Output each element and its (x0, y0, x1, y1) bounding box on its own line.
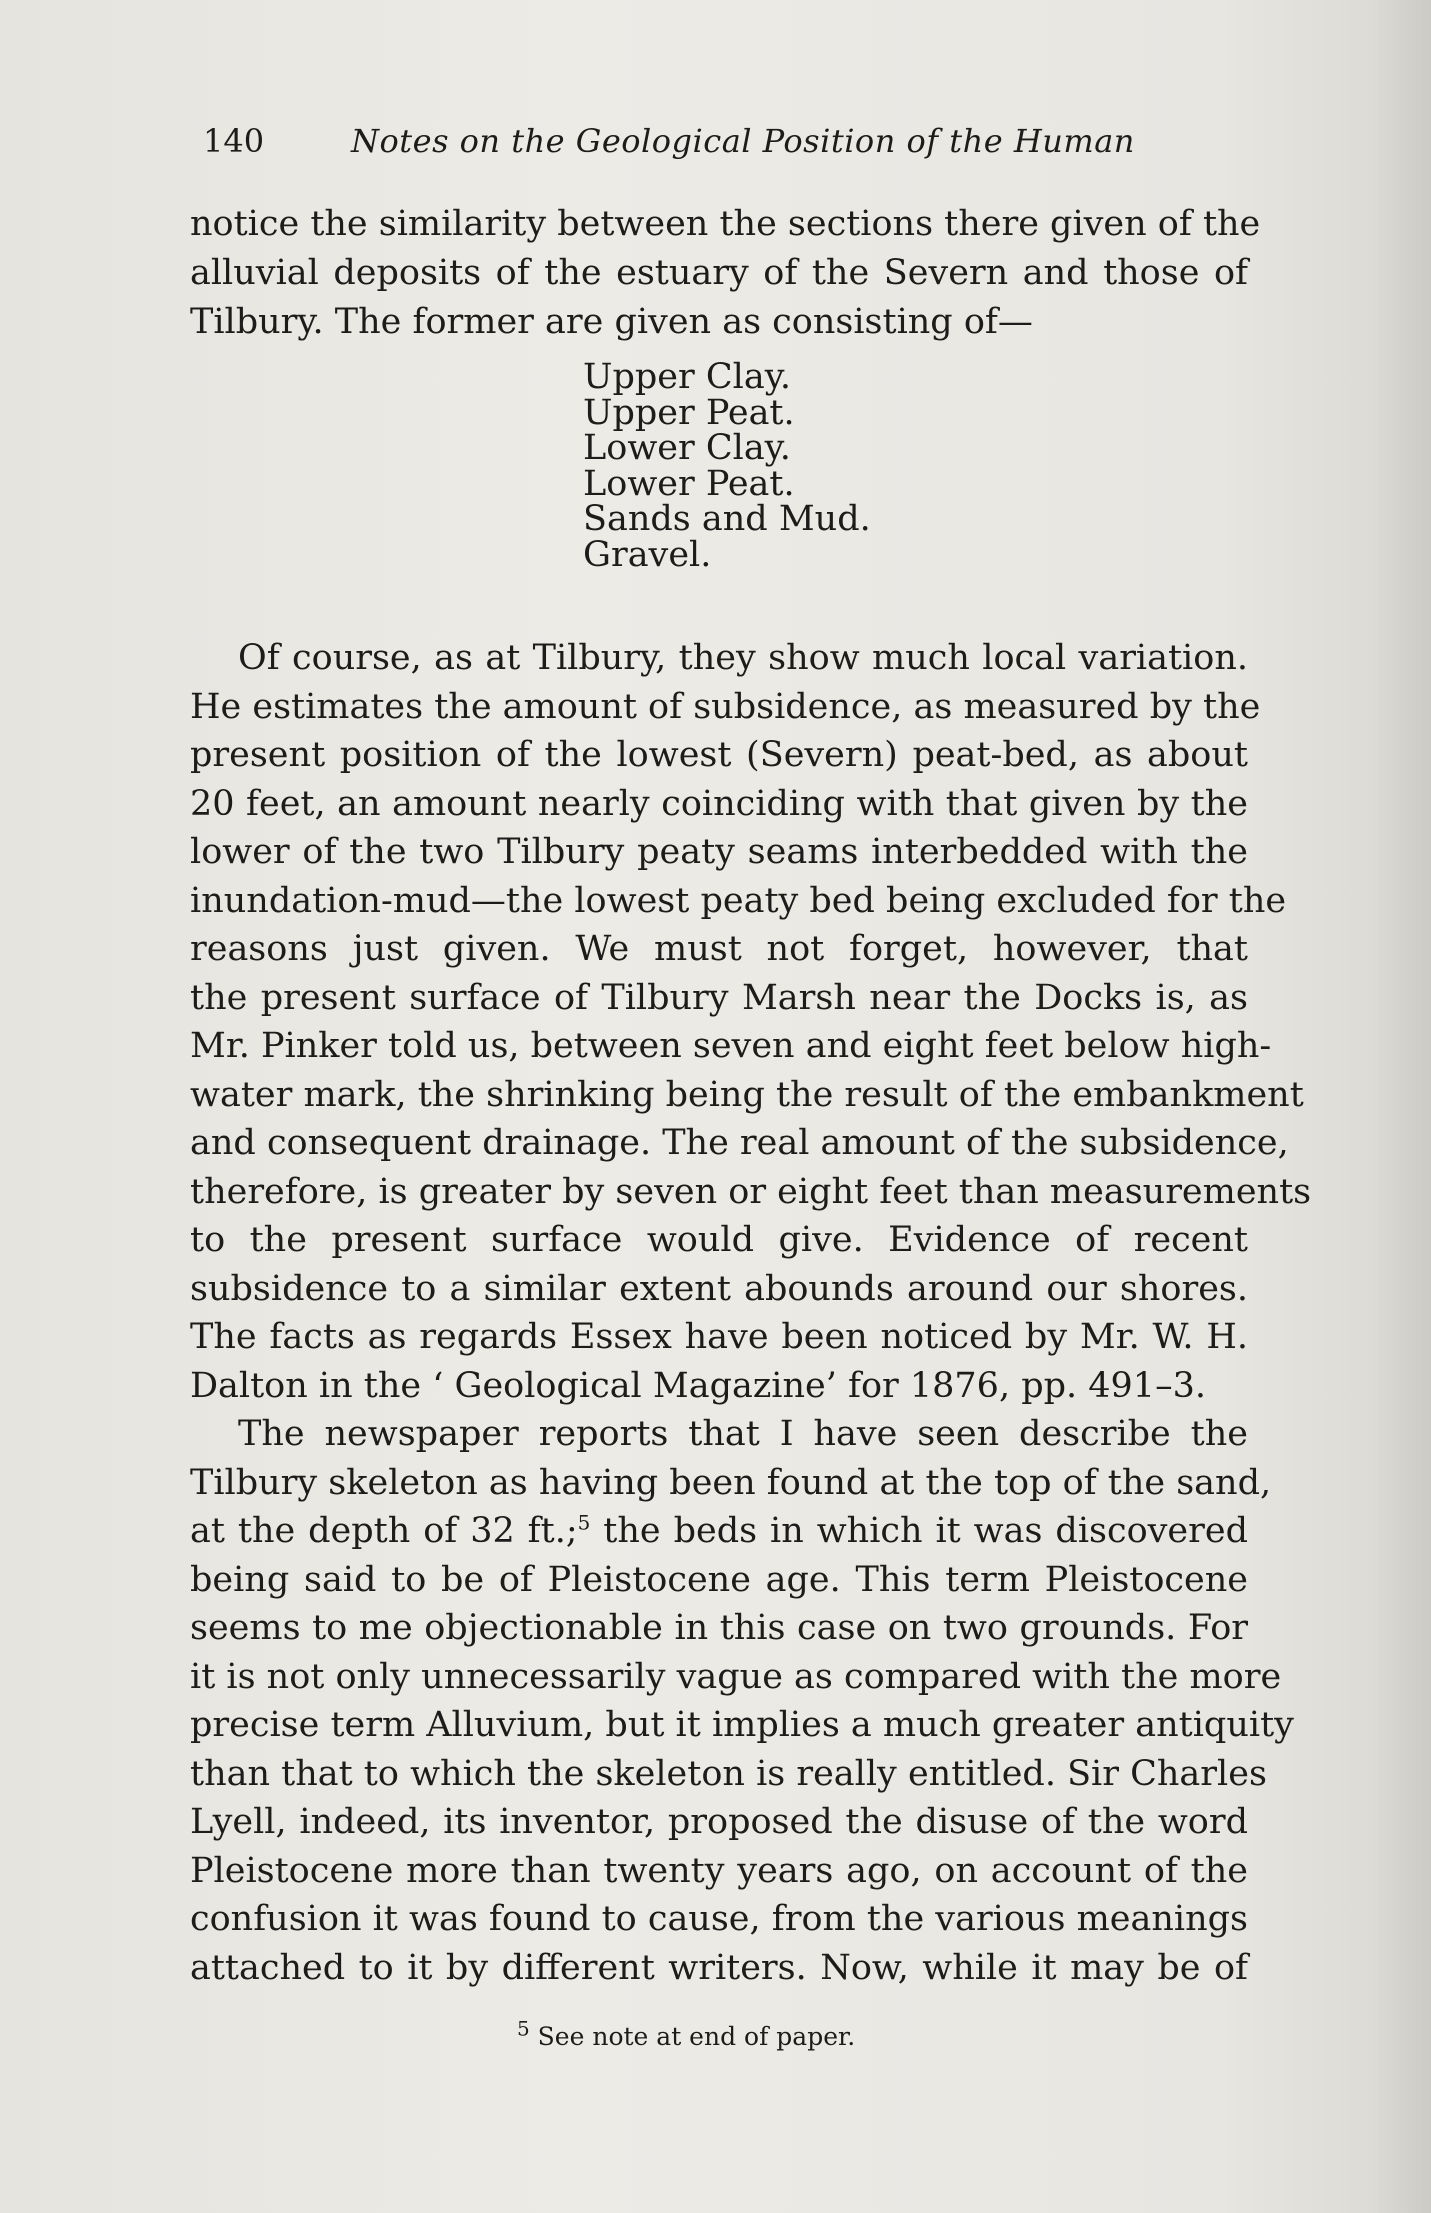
page-header (203, 122, 1273, 172)
text-line: subsidence to a similar extent abounds around our shores. (190, 1268, 1248, 1309)
text-line: being said to be of Pleistocene age. This term Pleistocene (190, 1559, 1248, 1600)
list-item: Upper Peat. (583, 392, 795, 433)
text-line: Pleistocene more than twenty years ago, on account of the (190, 1850, 1248, 1891)
text-line: Of course, as at Tilbury, they show much local variation. (238, 638, 1248, 678)
footnote-ref: 5 (577, 1510, 591, 1535)
footnote-marker: 5 (517, 2016, 530, 2041)
list-item: Gravel. (583, 534, 712, 575)
page-edge-shadow (1371, 0, 1431, 2213)
text-line: precise term Alluvium, but it implies a much greater antiquity (190, 1705, 1294, 1745)
text-line: Tilbury. The former are given as consisting of— (190, 301, 1033, 342)
text-line: 20 feet, an amount nearly coinciding with that given by the (190, 783, 1248, 824)
text-fragment: the beds in which it was discovered (590, 1511, 1248, 1551)
list-item: Upper Clay. (583, 357, 791, 397)
text-line: lower of the two Tilbury peaty seams interbedded with the (190, 832, 1248, 872)
strata-list (583, 357, 871, 575)
text-line: Lyell, indeed, its inventor, proposed the disuse of the word (190, 1802, 1248, 1842)
body-text (190, 634, 1312, 1992)
text-line: The newspaper reports that I have seen describe the (238, 1414, 1248, 1454)
text-line: Mr. Pinker told us, between seven and eight feet below high- (190, 1026, 1272, 1066)
text-line: Tilbury skeleton as having been found at the top of the sand, (190, 1462, 1272, 1503)
text-line: confusion it was found to cause, from the various meanings (190, 1899, 1248, 1939)
text-line: than that to which the skeleton is really entitled. Sir Charles (190, 1753, 1267, 1794)
text-line: seems to me objectionable in this case on two grounds. For (190, 1608, 1248, 1648)
text-line: alluvial deposits of the estuary of the Severn and those of (190, 252, 1248, 293)
running-title: Notes on the Geological Position of the Human (351, 122, 1135, 160)
footnote (517, 2016, 856, 2051)
text-line: The facts as regards Essex have been noticed by Mr. W. H. (190, 1317, 1248, 1357)
text-line: reasons just given. We must not forget, however, that (190, 929, 1248, 969)
text-line: Dalton in the ‘ Geological Magazine’ for 1876, pp. 491–3. (190, 1365, 1206, 1406)
text-line: and consequent drainage. The real amount of the subsidence, (190, 1123, 1289, 1163)
footnote-text: See note at end of paper. (529, 2022, 856, 2051)
text-line-with-footnote-ref (190, 1507, 1248, 1556)
text-line: present position of the lowest (Severn) peat-bed, as about (190, 735, 1248, 775)
text-line: notice the similarity between the sections there given of the (190, 204, 1261, 244)
text-fragment: at the depth of 32 ft.; (190, 1511, 578, 1551)
list-item: Lower Peat. (583, 463, 795, 504)
text-line: to the present surface would give. Evidence of recent (190, 1220, 1248, 1260)
text-line: inundation-mud—the lowest peaty bed being excluded for the (190, 880, 1287, 921)
text-line: it is not only unnecessarily vague as compared with the more (190, 1656, 1282, 1697)
text-line: water mark, the shrinking being the result of the embankment (190, 1074, 1304, 1115)
text-line: the present surface of Tilbury Marsh near the Docks is, as (190, 977, 1248, 1018)
text-line: He estimates the amount of subsidence, as measured by the (190, 686, 1261, 727)
list-item: Lower Clay. (583, 428, 791, 468)
page-number: 140 (203, 122, 265, 160)
text-line: therefore, is greater by seven or eight feet than measurements (190, 1171, 1312, 1212)
intro-paragraph (190, 200, 1261, 346)
list-item: Sands and Mud. (583, 499, 871, 539)
text-line: attached to it by different writers. Now, while it may be of (190, 1947, 1248, 1988)
